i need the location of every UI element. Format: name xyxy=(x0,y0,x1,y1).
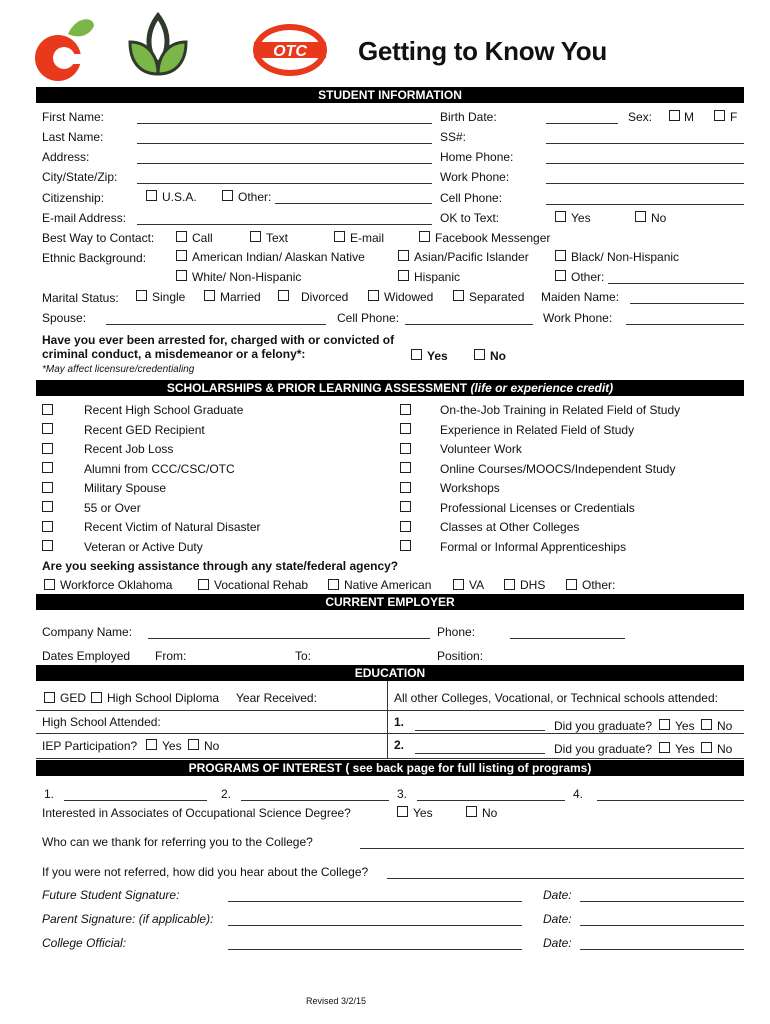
school-2-yes-label: Yes xyxy=(675,742,695,756)
scholarships-bar xyxy=(36,380,744,396)
sex-f-label: F xyxy=(730,110,738,124)
hear-field[interactable] xyxy=(387,878,744,879)
ok-text-yes-checkbox[interactable] xyxy=(555,211,566,222)
separated-label: Separated xyxy=(469,290,525,304)
school-1-graduate-label: Did you graduate? xyxy=(554,719,653,733)
agency-label-0: Workforce Oklahoma xyxy=(60,578,173,592)
parent-signature-label: Parent Signature: (if applicable): xyxy=(42,912,214,926)
parent-signature-field[interactable] xyxy=(228,925,522,926)
scholar-right-checkbox-0[interactable] xyxy=(400,404,411,415)
agency-label-1: Vocational Rehab xyxy=(214,578,309,592)
cell-phone-field[interactable] xyxy=(546,204,744,205)
school-1-field[interactable] xyxy=(415,730,545,731)
scholar-left-label-5: 55 or Over xyxy=(84,501,141,515)
school-2-graduate-label: Did you graduate? xyxy=(554,742,653,756)
iep-yes-label: Yes xyxy=(162,739,182,753)
official-signature-label: College Official: xyxy=(42,936,127,950)
scholar-right-checkbox-1[interactable] xyxy=(400,423,411,434)
birth-date-field[interactable] xyxy=(546,123,618,124)
iep-label: IEP Participation? xyxy=(42,739,138,753)
scholar-right-checkbox-7[interactable] xyxy=(400,540,411,551)
black-checkbox[interactable] xyxy=(555,250,566,261)
work-phone-field[interactable] xyxy=(546,183,744,184)
education-row-divider-3 xyxy=(36,758,744,759)
program-1-number: 1. xyxy=(44,787,55,801)
hispanic-label: Hispanic xyxy=(414,270,461,284)
agency-question: Are you seeking assistance through any state/federal agency? xyxy=(42,559,399,573)
spouse-cell-field[interactable] xyxy=(405,324,533,325)
arrest-yes-label: Yes xyxy=(427,349,448,363)
scholar-right-checkbox-5[interactable] xyxy=(400,501,411,512)
first-name-field[interactable] xyxy=(137,123,432,124)
arrest-note: *May affect licensure/credentialing xyxy=(42,364,195,375)
iep-yes-checkbox[interactable] xyxy=(146,739,157,750)
white-label: White/ Non-Hispanic xyxy=(192,270,302,284)
education-row-divider-1 xyxy=(36,710,744,711)
agency-label-5: Other: xyxy=(582,578,616,592)
other-citizenship-field[interactable] xyxy=(275,203,432,204)
agency-checkbox-5[interactable] xyxy=(566,579,577,590)
email-contact-label: E-mail xyxy=(350,231,385,245)
scholarships-bar-title: SCHOLARSHIPS & PRIOR LEARNING ASSESSMENT xyxy=(166,381,471,395)
usa-label: U.S.A. xyxy=(162,190,197,204)
scholar-left-checkbox-6[interactable] xyxy=(42,521,53,532)
address-label: Address: xyxy=(42,150,90,164)
email-contact-checkbox[interactable] xyxy=(334,231,345,242)
arrest-question-line1: Have you ever been arrested for, charged with or convicted of xyxy=(42,333,395,347)
cell-phone-label: Cell Phone: xyxy=(440,191,503,205)
arrest-no-label: No xyxy=(490,349,506,363)
education-column-divider xyxy=(387,681,388,758)
sex-label: Sex: xyxy=(628,110,653,124)
official-date-label: Date: xyxy=(543,936,572,950)
arrest-yes-checkbox[interactable] xyxy=(411,349,422,360)
scholar-right-checkbox-4[interactable] xyxy=(400,482,411,493)
associates-no-label: No xyxy=(482,806,498,820)
scholar-left-checkbox-3[interactable] xyxy=(42,462,53,473)
home-phone-field[interactable] xyxy=(546,163,744,164)
dates-employed-label: Dates Employed xyxy=(42,649,131,663)
hispanic-checkbox[interactable] xyxy=(398,270,409,281)
program-4-number: 4. xyxy=(573,787,584,801)
last-name-label: Last Name: xyxy=(42,130,104,144)
city-field[interactable] xyxy=(137,183,432,184)
official-signature-field[interactable] xyxy=(228,949,522,950)
scholarships-bar-subtitle: (life or experience credit) xyxy=(470,381,614,395)
scholar-right-checkbox-2[interactable] xyxy=(400,443,411,454)
school-2-number: 2. xyxy=(394,738,405,752)
home-phone-label: Home Phone: xyxy=(440,150,514,164)
scholar-left-label-7: Veteran or Active Duty xyxy=(84,540,203,554)
last-name-field[interactable] xyxy=(137,143,432,144)
svg-text:OTC: OTC xyxy=(273,43,307,60)
program-3-field[interactable] xyxy=(417,800,565,801)
scholar-right-label-5: Professional Licenses or Credentials xyxy=(440,501,635,515)
ssn-field[interactable] xyxy=(546,143,744,144)
widowed-checkbox[interactable] xyxy=(368,290,379,301)
sex-m-checkbox[interactable] xyxy=(669,110,680,121)
hs-diploma-label: High School Diploma xyxy=(107,691,220,705)
scholar-left-label-2: Recent Job Loss xyxy=(84,442,174,456)
divorced-label: Divorced xyxy=(301,290,349,304)
address-field[interactable] xyxy=(137,163,432,164)
scholar-right-label-0: On-the-Job Training in Related Field of Study xyxy=(440,403,681,417)
program-1-field[interactable] xyxy=(64,800,207,801)
email-label: E-mail Address: xyxy=(42,211,127,225)
agency-checkbox-2[interactable] xyxy=(328,579,339,590)
ethnic-other-field[interactable] xyxy=(608,283,744,284)
ethnic-label: Ethnic Background: xyxy=(42,251,147,265)
work-phone-label: Work Phone: xyxy=(440,170,510,184)
position-label: Position: xyxy=(437,649,484,663)
ged-checkbox[interactable] xyxy=(44,692,55,703)
hs-diploma-checkbox[interactable] xyxy=(91,692,102,703)
scholar-left-label-1: Recent GED Recipient xyxy=(84,423,205,437)
education-row-divider-2 xyxy=(36,733,744,734)
ok-text-yes-label: Yes xyxy=(571,211,591,225)
scholar-left-checkbox-4[interactable] xyxy=(42,482,53,493)
usa-checkbox[interactable] xyxy=(146,190,157,201)
spouse-work-field[interactable] xyxy=(626,324,744,325)
scholar-left-label-3: Alumni from CCC/CSC/OTC xyxy=(84,462,235,476)
citizenship-label: Citizenship: xyxy=(42,191,105,205)
ethnic-other-label: Other: xyxy=(571,270,605,284)
single-checkbox[interactable] xyxy=(136,290,147,301)
company-name-label: Company Name: xyxy=(42,625,133,639)
year-received-label: Year Received: xyxy=(236,691,317,705)
employer-phone-label: Phone: xyxy=(437,625,476,639)
black-label: Black/ Non-Hispanic xyxy=(571,250,680,264)
birth-date-label: Birth Date: xyxy=(440,110,497,124)
associates-yes-checkbox[interactable] xyxy=(397,806,408,817)
maiden-name-field[interactable] xyxy=(630,303,744,304)
first-name-label: First Name: xyxy=(42,110,105,124)
program-2-field[interactable] xyxy=(241,800,389,801)
company-name-field[interactable] xyxy=(148,638,430,639)
agency-checkbox-4[interactable] xyxy=(504,579,515,590)
arrest-question-line2: criminal conduct, a misdemeanor or a felony*: xyxy=(42,347,306,361)
agency-checkbox-1[interactable] xyxy=(198,579,209,590)
married-label: Married xyxy=(220,290,261,304)
scholar-left-checkbox-0[interactable] xyxy=(42,404,53,415)
student-signature-label: Future Student Signature: xyxy=(42,888,180,902)
school-1-no-label: No xyxy=(717,719,733,733)
asian-label: Asian/Pacific Islander xyxy=(414,250,529,264)
ok-text-no-checkbox[interactable] xyxy=(635,211,646,222)
facebook-label: Facebook Messenger xyxy=(435,231,551,245)
email-field[interactable] xyxy=(137,224,432,225)
marital-label: Marital Status: xyxy=(42,291,119,305)
employer-phone-field[interactable] xyxy=(510,638,625,639)
school-2-no-label: No xyxy=(717,742,733,756)
referral-field[interactable] xyxy=(360,848,744,849)
agency-label-3: VA xyxy=(469,578,485,592)
scholar-left-label-6: Recent Victim of Natural Disaster xyxy=(84,520,261,534)
text-checkbox[interactable] xyxy=(250,231,261,242)
scholar-right-checkbox-3[interactable] xyxy=(400,462,411,473)
associates-no-checkbox[interactable] xyxy=(466,806,477,817)
program-4-field[interactable] xyxy=(597,800,744,801)
program-2-number: 2. xyxy=(221,787,232,801)
referral-question: Who can we thank for referring you to the College? xyxy=(42,835,313,849)
single-label: Single xyxy=(152,290,186,304)
scholar-right-label-6: Classes at Other Colleges xyxy=(440,520,580,534)
best-contact-label: Best Way to Contact: xyxy=(42,231,155,245)
scholar-right-label-3: Online Courses/MOOCS/Independent Study xyxy=(440,462,676,476)
agency-label-2: Native American xyxy=(344,578,432,592)
ok-to-text-label: OK to Text: xyxy=(440,211,500,225)
programs-bar: PROGRAMS OF INTEREST ( see back page for full listing of programs) xyxy=(36,760,744,776)
text-label: Text xyxy=(266,231,289,245)
associates-yes-label: Yes xyxy=(413,806,433,820)
divorced-checkbox[interactable] xyxy=(278,290,289,301)
education-bar: EDUCATION xyxy=(36,665,744,681)
spouse-label: Spouse: xyxy=(42,311,87,325)
scholar-right-label-1: Experience in Related Field of Study xyxy=(440,423,635,437)
iep-no-label: No xyxy=(204,739,220,753)
facebook-checkbox[interactable] xyxy=(419,231,430,242)
scholar-left-label-0: Recent High School Graduate xyxy=(84,403,244,417)
student-signature-field[interactable] xyxy=(228,901,522,902)
other-citizenship-label: Other: xyxy=(238,190,272,204)
student-date-label: Date: xyxy=(543,888,572,902)
school-2-yes-checkbox[interactable] xyxy=(659,742,670,753)
spouse-field[interactable] xyxy=(106,324,326,325)
am-indian-checkbox[interactable] xyxy=(176,250,187,261)
spouse-work-label: Work Phone: xyxy=(543,311,613,325)
employer-bar: CURRENT EMPLOYER xyxy=(36,594,744,610)
school-1-yes-checkbox[interactable] xyxy=(659,719,670,730)
married-checkbox[interactable] xyxy=(204,290,215,301)
hear-question: If you were not referred, how did you hear about the College? xyxy=(42,865,369,879)
school-2-no-checkbox[interactable] xyxy=(701,742,712,753)
iep-no-checkbox[interactable] xyxy=(188,739,199,750)
parent-date-field[interactable] xyxy=(580,925,744,926)
am-indian-label: American Indian/ Alaskan Native xyxy=(192,250,365,264)
agency-checkbox-0[interactable] xyxy=(44,579,55,590)
scholar-left-checkbox-5[interactable] xyxy=(42,501,53,512)
call-checkbox[interactable] xyxy=(176,231,187,242)
scholar-right-label-7: Formal or Informal Apprenticeships xyxy=(440,540,627,554)
spouse-cell-label: Cell Phone: xyxy=(337,311,400,325)
to-label: To: xyxy=(295,649,312,663)
white-checkbox[interactable] xyxy=(176,270,187,281)
associates-question: Interested in Associates of Occupational Science Degree? xyxy=(42,806,351,820)
agency-checkbox-3[interactable] xyxy=(453,579,464,590)
asian-checkbox[interactable] xyxy=(398,250,409,261)
maiden-name-label: Maiden Name: xyxy=(541,290,620,304)
parent-date-label: Date: xyxy=(543,912,572,926)
agency-label-4: DHS xyxy=(520,578,546,592)
ged-label: GED xyxy=(60,691,87,705)
from-label: From: xyxy=(155,649,187,663)
school-1-no-checkbox[interactable] xyxy=(701,719,712,730)
separated-checkbox[interactable] xyxy=(453,290,464,301)
scholar-left-label-4: Military Spouse xyxy=(84,481,167,495)
ssn-label: SS#: xyxy=(440,130,467,144)
page-title: Getting to Know You xyxy=(358,36,607,66)
ethnic-other-checkbox[interactable] xyxy=(555,270,566,281)
scholar-left-checkbox-1[interactable] xyxy=(42,423,53,434)
call-label: Call xyxy=(192,231,213,245)
logo-apple xyxy=(28,14,100,87)
school-1-yes-label: Yes xyxy=(675,719,695,733)
sex-f-checkbox[interactable] xyxy=(714,110,725,121)
scholar-right-label-4: Workshops xyxy=(440,481,500,495)
logo-leaf xyxy=(124,12,192,91)
city-label: City/State/Zip: xyxy=(42,170,118,184)
hs-attended-label: High School Attended: xyxy=(42,715,161,729)
scholar-right-label-2: Volunteer Work xyxy=(440,442,522,456)
revised-date: Revised 3/2/15 xyxy=(306,996,367,1006)
other-citizenship-checkbox[interactable] xyxy=(222,190,233,201)
sex-m-label: M xyxy=(684,110,694,124)
ok-text-no-label: No xyxy=(651,211,667,225)
official-date-field[interactable] xyxy=(580,949,744,950)
scholar-left-checkbox-7[interactable] xyxy=(42,540,53,551)
scholar-left-checkbox-2[interactable] xyxy=(42,443,53,454)
scholar-right-checkbox-6[interactable] xyxy=(400,521,411,532)
student-date-field[interactable] xyxy=(580,901,744,902)
program-3-number: 3. xyxy=(397,787,408,801)
school-2-field[interactable] xyxy=(415,753,545,754)
student-info-bar: STUDENT INFORMATION xyxy=(36,87,744,103)
widowed-label: Widowed xyxy=(384,290,434,304)
school-1-number: 1. xyxy=(394,715,405,729)
other-schools-label: All other Colleges, Vocational, or Technical schools attended: xyxy=(394,691,718,705)
logo-otc xyxy=(250,20,330,83)
arrest-no-checkbox[interactable] xyxy=(474,349,485,360)
